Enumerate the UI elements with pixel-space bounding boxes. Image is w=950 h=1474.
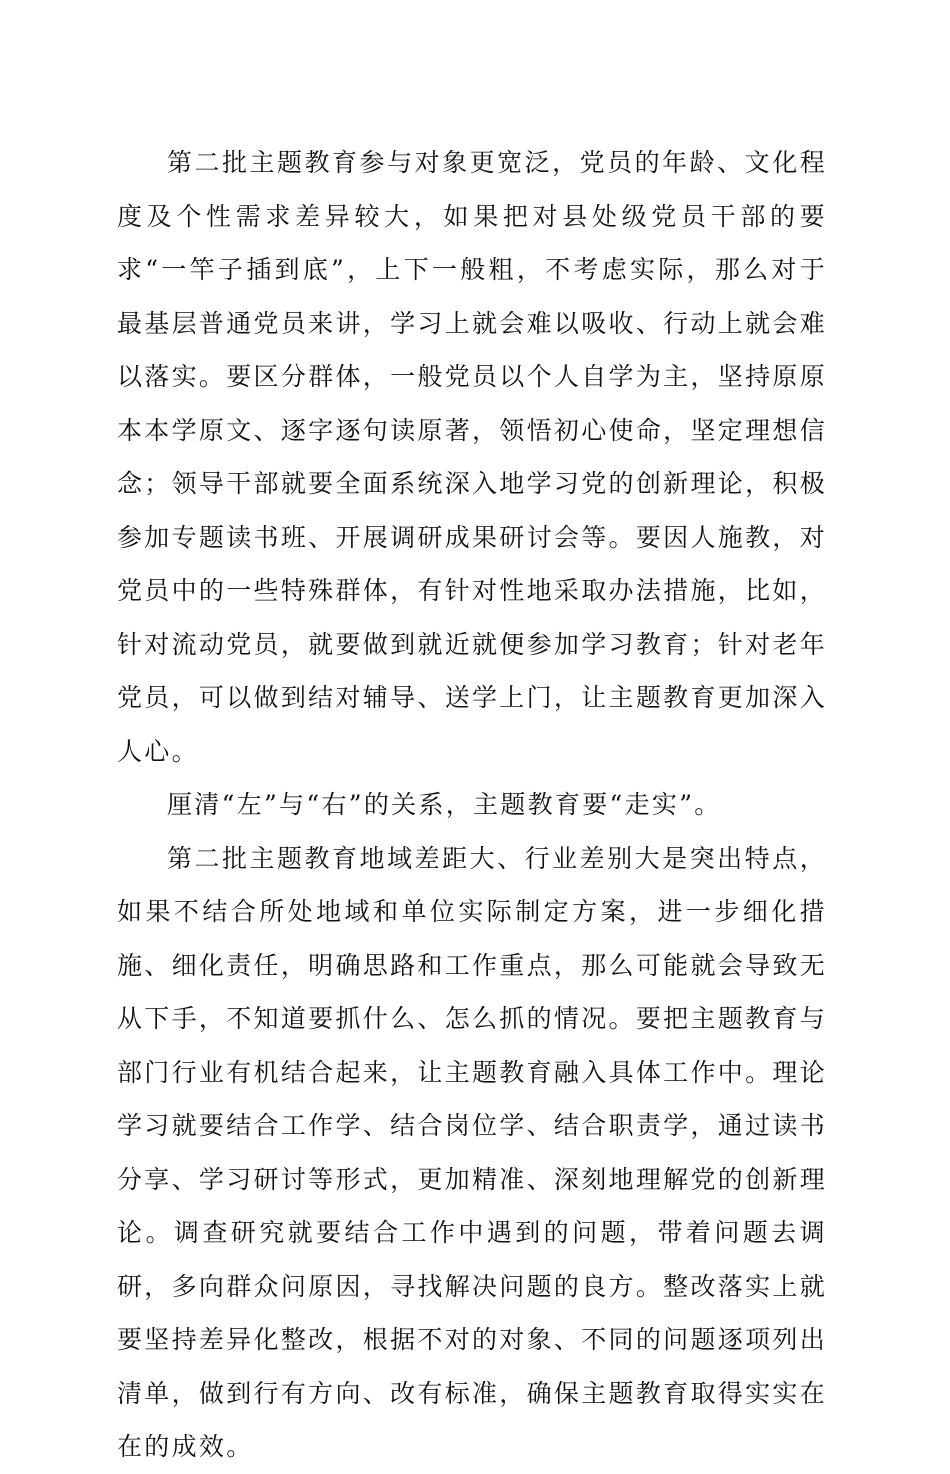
document-body [117,136,827,1474]
paragraph-3: 第二批主题教育地域差距大、行业差别大是突出特点，如果不结合所处地域和单位实际制定方案，进一步细化措施、细化责任，明确思路和工作重点，那么可能就会导致无从下手，不知道要抓什么、怎么抓的情况。要把主题教育与部门行业有机结合起来，让主题教育融入具体工作中。理论学习就要结合工作学、结合岗位学、结合职责学，通过读书分享、学习研讨等形式，更加精准、深刻地理解党的创新理论。调查研究就要结合工作中遇到的问题，带着问题去调研，多向群众问原因，寻找解决问题的良方。整改落实上就要坚持差异化整改，根据不对的对象、不同的问题逐项列出清单，做到行有方向、改有标准，确保主题教育取得实实在在的成效。 [117,843,827,1461]
paragraph-2-section-heading: 厘清“左”与“右”的关系，主题教育要“走实”。 [167,790,722,819]
paragraph-1: 第二批主题教育参与对象更宽泛，党员的年龄、文化程度及个性需求差异较大，如果把对县处级党员干部的要求“一竿子插到底”，上下一般粗，不考虑实际，那么对于最基层普通党员来讲，学习上就会难以吸收、行动上就会难以落实。要区分群体，一般党员以个人自学为主，坚持原原本本学原文、逐字逐句读原著，领悟初心使命，坚定理想信念；领导干部就要全面系统深入地学习党的创新理论，积极参加专题读书班、开展调研成果研讨会等。要因人施教，对党员中的一些特殊群体，有针对性地采取办法措施，比如，针对流动党员，就要做到就近就便参加学习教育；针对老年党员，可以做到结对辅导、送学上门，让主题教育更加深入人心。 [117,148,827,766]
